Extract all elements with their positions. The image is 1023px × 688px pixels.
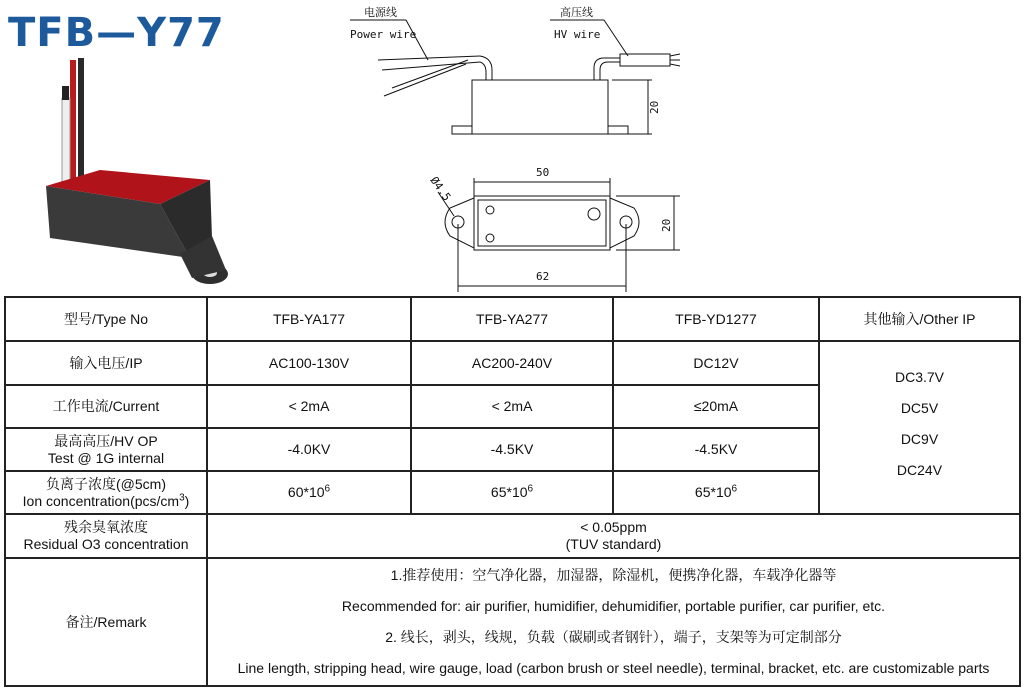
wire-tip (62, 86, 69, 100)
label-ion-line1: 负离子浓度(@5cm) (46, 475, 166, 492)
value-ion-2: $65*10^6$ (411, 471, 613, 514)
remark-line: 1.推荐使用：空气净化器，加湿器，除湿机，便携净化器，车载净化器等 (390, 567, 837, 583)
header-model-2: TFB-YA277 (411, 297, 613, 341)
value-input-voltage-1: AC100-130V (207, 341, 411, 385)
remark-line: Line length, stripping head, wire gauge, load (carbon brush or steel needle), terminal, bracket, etc. are customizable parts (237, 660, 990, 676)
label-ion-line2: Ion $concentration(pcs/cm^3)$ (22, 491, 190, 509)
label-ozone-line2: Residual O3 concentration (23, 536, 189, 552)
dim-top-height: 20 (660, 218, 673, 232)
black-wire (78, 58, 84, 186)
value-hv-op-1: -4.0KV (207, 428, 411, 471)
power-wire-cn-label: 电源线 (364, 6, 397, 19)
table-row-input-voltage (5, 341, 1020, 385)
value-current-1: < 2mA (207, 385, 411, 428)
value-current-2: < 2mA (411, 385, 613, 428)
header-model-3: TFB-YD1277 (613, 297, 819, 341)
technical-drawing (340, 0, 680, 296)
value-hv-op-2: -4.5KV (411, 428, 613, 471)
label-hv-op-line1: 最高高压/HV OP (54, 432, 158, 449)
label-input-voltage: 输入电压/IP (5, 341, 207, 385)
value-input-voltage-3: DC12V (613, 341, 819, 385)
value-ion-1: $60*10^6$ (207, 471, 411, 514)
table-row-ozone (5, 514, 1020, 558)
dim-hole: Ø4.5 (427, 174, 454, 204)
other-ip-item: DC9V (900, 430, 939, 447)
remark-content (207, 558, 1020, 686)
other-ip-item: DC24V (896, 461, 943, 478)
top-view (438, 178, 680, 292)
product-title: TFB—Y77 (8, 10, 225, 56)
value-ozone (207, 514, 1020, 558)
side-view (378, 54, 680, 134)
label-current: 工作电流/Current (5, 385, 207, 428)
value-input-voltage-2: AC200-240V (411, 341, 613, 385)
label-ozone-line1: 残余臭氧浓度 (64, 519, 148, 535)
header-model-1: TFB-YA177 (207, 297, 411, 341)
dim-side-height: 20 (648, 100, 661, 114)
red-wire (70, 60, 76, 190)
label-ion (5, 471, 207, 514)
value-ozone-line2: (TUV standard) (565, 536, 662, 552)
label-ozone (5, 514, 207, 558)
power-wire-en-label: Power wire (350, 28, 417, 41)
table-header-row (5, 297, 1020, 341)
hv-wire-en-label: HV wire (554, 28, 601, 41)
spec-table (4, 296, 1021, 687)
other-ip-list (819, 341, 1020, 514)
product-photo (40, 58, 240, 290)
remark-line: 2. 线长，剥头，线规，负载（碳刷或者钢针），端子，支架等为可定制部分 (385, 629, 842, 645)
other-ip-item: DC5V (900, 399, 939, 416)
value-hv-op-3: -4.5KV (613, 428, 819, 471)
label-remark: 备注/Remark (5, 558, 207, 686)
hv-wire-cn-label: 高压线 (560, 6, 593, 19)
label-hv-op (5, 428, 207, 471)
dim-total-width: 62 (536, 270, 550, 283)
value-current-3: ≤20mA (613, 385, 819, 428)
table-row-remark (5, 558, 1020, 686)
other-ip-item: DC3.7V (894, 368, 945, 385)
label-hv-op-line2: Test @ 1G internal (47, 449, 165, 466)
value-ozone-line1: < 0.05ppm (580, 519, 647, 535)
header-other-ip: 其他输入/Other IP (819, 297, 1020, 341)
remark-line: Recommended for: air purifier, humidifier, dehumidifier, portable purifier, car purifier, etc. (341, 598, 886, 614)
value-ion-3: $65*10^6$ (613, 471, 819, 514)
header-type-no: 型号/Type No (5, 297, 207, 341)
dim-body-width: 50 (536, 166, 550, 179)
